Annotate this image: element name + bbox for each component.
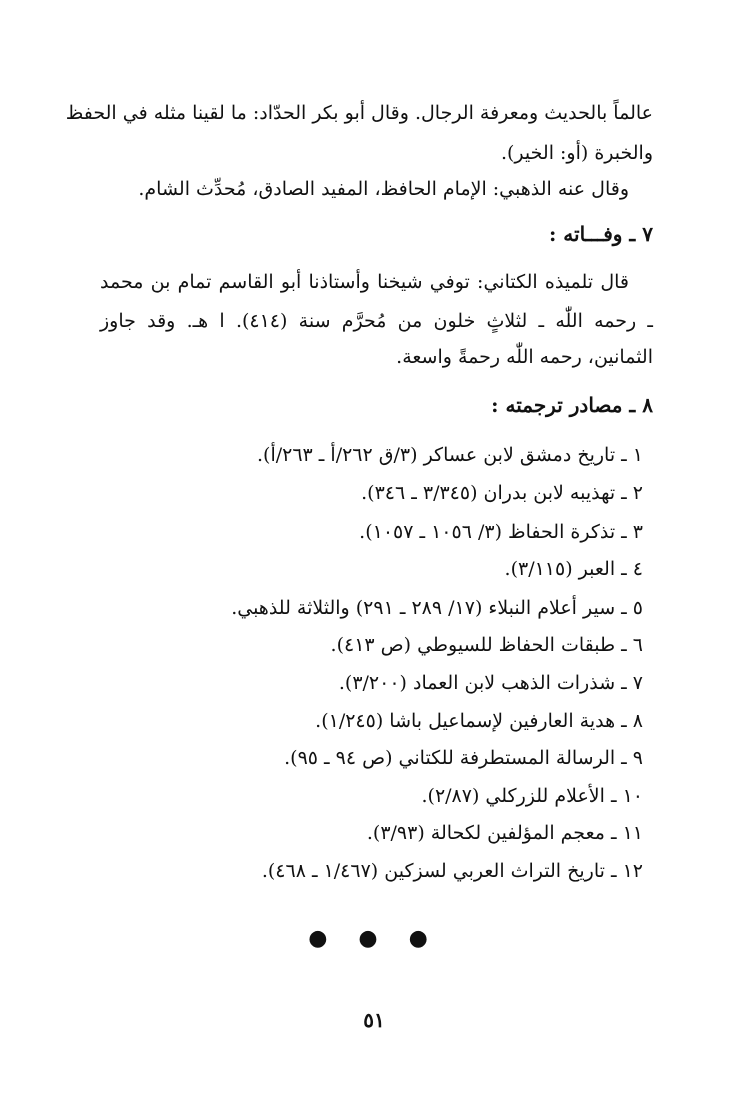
source-item-11: ١١ ـ معجم المؤلفين لكحالة (٣/٩٣). <box>366 822 643 844</box>
source-item-4: ٤ ـ العبر (٣/١١٥). <box>504 558 643 580</box>
death-paragraph-line-1: قال تلميذه الكتاني: توفي شيخنا وأستاذنا أبو القاسم تمام بن محمد <box>100 271 629 293</box>
page-number: ٥١ <box>363 1008 385 1032</box>
intro-line-2: والخبرة (أو: الخير). <box>500 142 653 164</box>
source-item-8: ٨ ـ هدية العارفين لإسماعيل باشا (١/٢٤٥). <box>315 710 643 732</box>
section-ornament: ● ● ● <box>308 926 440 951</box>
sources-heading: ٨ ـ مصادر ترجمته : <box>491 393 653 417</box>
source-item-5: ٥ ـ سير أعلام النبلاء (١٧/ ٢٨٩ ـ ٢٩١) والثلاثة للذهبي. <box>231 597 643 619</box>
source-item-7: ٧ ـ شذرات الذهب لابن العماد (٣/٢٠٠). <box>338 672 643 694</box>
source-item-6: ٦ ـ طبقات الحفاظ للسيوطي (ص ٤١٣). <box>330 634 643 656</box>
intro-line-3: وقال عنه الذهبي: الإمام الحافظ، المفيد الصادق، مُحدِّث الشام. <box>138 178 629 200</box>
source-item-9: ٩ ـ الرسالة المستطرفة للكتاني (ص ٩٤ ـ ٩٥). <box>284 747 643 769</box>
death-paragraph-line-2: ـ رحمه اللّٰه ـ لثلاثٍ خلون من مُحرَّم سنة (٤١٤). ا هـ. وقد جاوز <box>100 310 653 332</box>
death-heading: ٧ ـ وفـــاته : <box>548 222 653 246</box>
source-item-3: ٣ ـ تذكرة الحفاظ (٣/ ١٠٥٦ ـ ١٠٥٧). <box>359 521 643 543</box>
source-item-1: ١ ـ تاريخ دمشق لابن عساكر (٣/ق ٢٦٢/أ ـ ٢٦٣/أ). <box>257 444 643 466</box>
death-paragraph-line-3: الثمانين، رحمه اللّٰه رحمةً واسعة. <box>396 346 653 368</box>
source-item-2: ٢ ـ تهذيبه لابن بدران (٣/٣٤٥ ـ ٣٤٦). <box>361 482 643 504</box>
source-item-10: ١٠ ـ الأعلام للزركلي (٢/٨٧). <box>421 785 643 807</box>
intro-line-1: عالماً بالحديث ومعرفة الرجال. وقال أبو بكر الحدّاد: ما لقينا مثله في الحفظ <box>65 102 653 124</box>
source-item-12: ١٢ ـ تاريخ التراث العربي لسزكين (١/٤٦٧ ـ ٤٦٨). <box>261 860 643 882</box>
